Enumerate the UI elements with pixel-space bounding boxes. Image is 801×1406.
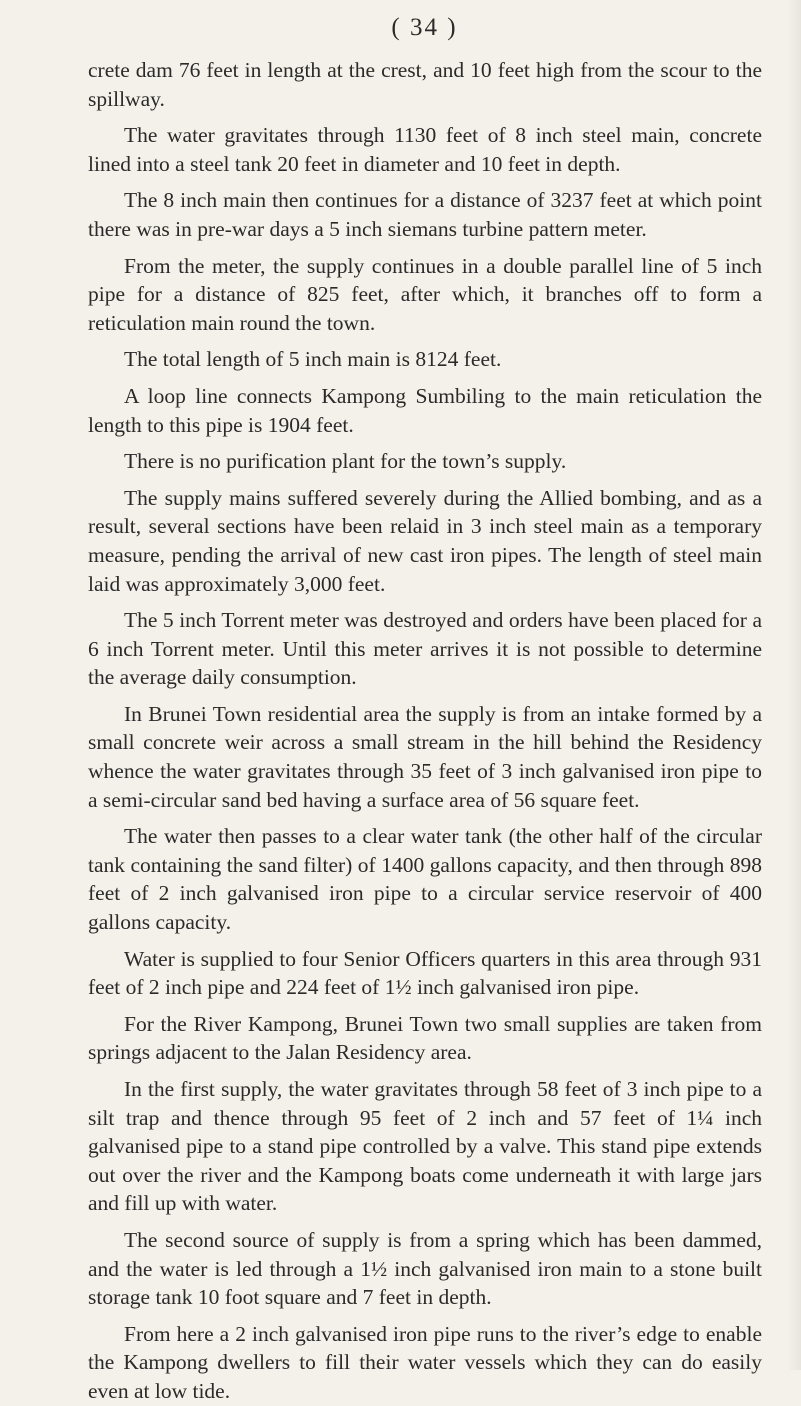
paragraph-no-purification: There is no purification plant for the town’s supply. (124, 449, 567, 474)
paragraph-first-supply: In the first supply, the water gravitates through 58 feet of 3 inch pipe to a silt trap and thence through 95 feet of 2 inch and 57 feet of 1¼ inch galvanised pipe to a stand pipe controlled by a valve. This stand pipe extends out over the river and the Kampong boats come underneath it with large jars and fill up with water. (88, 1077, 762, 1216)
paragraph-clear-water-tank: The water then passes to a clear water tank (the other half of the circular tank containing the sand filter) of 1400 gallons capacity, and then through 898 feet of 2 inch galvanised iron pipe to a circular service reservoir of 400 gallons capacity. (88, 824, 762, 935)
paragraph-steel-main: The water gravitates through 1130 feet of 8 inch steel main, concrete lined into a steel tank 20 feet in diameter and 10 feet in depth. (88, 123, 762, 176)
page-number: ( 34 ) (391, 14, 458, 41)
paragraph-total-length: The total length of 5 inch main is 8124 feet. (124, 347, 502, 372)
paragraph-bombing-damage: The supply mains suffered severely during the Allied bombing, and as a result, several sections have been relaid in 3 inch steel main as a temporary measure, pending the arrival of new cast iron pipes. The length of steel main laid was approximately 3,000 feet. (88, 485, 762, 596)
paragraph-second-source: The second source of supply is from a spring which has been dammed, and the water is led through a 1½ inch galvanised iron main to a stone built storage tank 10 foot square and 7 feet in depth. (88, 1227, 762, 1310)
page-edge-shade (787, 0, 801, 1370)
paragraph-loop-line: A loop line connects Kampong Sumbiling to the main reticulation the length to this pipe is 1904 feet. (88, 383, 762, 437)
paragraph-residential-intake: In Brunei Town residential area the supply is from an intake formed by a small concrete weir across a small stream in the hill behind the Residency whence the water gravitates through 35 feet of 3 inch galvanised iron pipe to a semi-circular sand bed having a surface area of 56 square feet. (88, 701, 762, 812)
paragraph-dam-continuation: crete dam 76 feet in length at the crest, and 10 feet high from the scour to the spillway. (88, 58, 762, 111)
paragraph-torrent-meter: The 5 inch Torrent meter was destroyed and orders have been placed for a 6 inch Torrent meter. Until this meter arrives it is not possible to determine the average daily consumption. (88, 608, 762, 690)
paragraph-senior-officers: Water is supplied to four Senior Officers quarters in this area through 931 feet of 2 inch pipe and 224 feet of 1½ inch galvanised iron pipe. (88, 946, 762, 1000)
paragraph-parallel-line: From the meter, the supply continues in a double parallel line of 5 inch pipe for a distance of 825 feet, after which, it branches off to form a reticulation main round the town. (88, 253, 762, 335)
paragraph-turbine-meter: The 8 inch main then continues for a distance of 3237 feet at which point there was in pre-war days a 5 inch siemans turbine pattern meter. (88, 188, 762, 241)
paragraph-river-kampong: For the River Kampong, Brunei Town two small supplies are taken from springs adjacent to the Jalan Residency area. (88, 1011, 762, 1065)
body-text (88, 56, 762, 1406)
paragraph-river-edge-pipe: From here a 2 inch galvanised iron pipe runs to the river’s edge to enable the Kampong dwellers to fill their water vessels which they can do easily even at low tide. (88, 1321, 762, 1403)
